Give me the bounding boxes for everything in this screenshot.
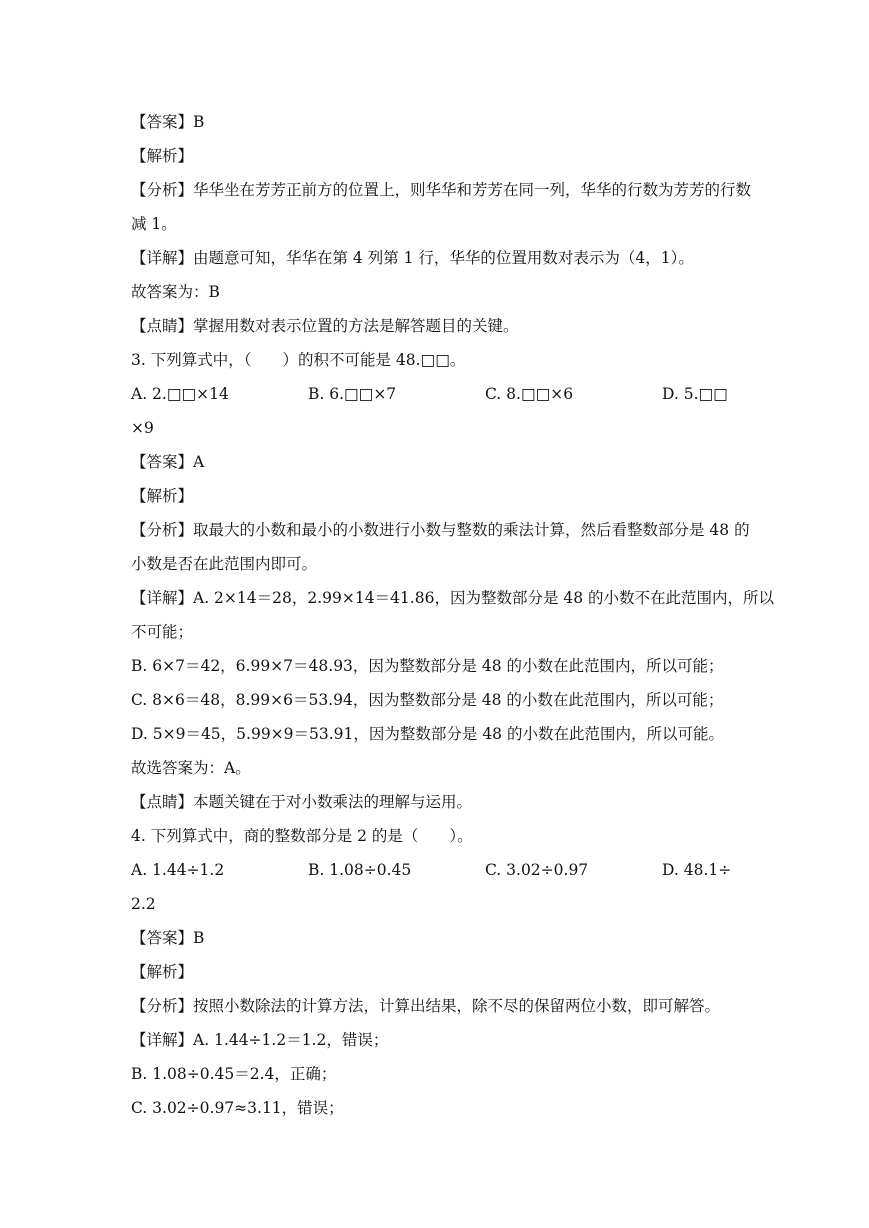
analysis-text: 【分析】按照小数除法的计算方法，计算出结果，除不尽的保留两位小数，即可解答。: [131, 997, 721, 1015]
analysis-heading: 【解析】: [131, 147, 194, 165]
option-d: D. 48.1÷: [662, 861, 732, 879]
detail-text: 【详解】A. 2×14＝28，2.99×14＝41.86，因为整数部分是 48 的小数不在此范围内，所以: [131, 589, 775, 607]
analysis-text: 【分析】华华坐在芳芳正前方的位置上，则华华和芳芳在同一列，华华的行数为芳芳的行数: [131, 181, 752, 199]
question-3-options: [131, 380, 741, 414]
option-a: A. 2.□□×14: [131, 385, 229, 403]
analysis-heading: 【解析】: [131, 487, 194, 505]
key-point-line: 【点睛】掌握用数对表示位置的方法是解答题目的关键。: [131, 317, 519, 335]
conclusion-line: 故选答案为：A。: [131, 759, 251, 777]
question-4-options: [131, 856, 741, 890]
detail-a: 【详解】A. 1.44÷1.2＝1.2，错误；: [131, 1031, 389, 1049]
analysis-heading: 【解析】: [131, 963, 194, 981]
detail-text-cont: 不可能；: [131, 623, 194, 641]
answer-line: 【答案】B: [131, 113, 205, 131]
option-d-wrap: ×9: [131, 419, 154, 437]
detail-text: 【详解】由题意可知，华华在第 4 列第 1 行，华华的位置用数对表示为（4，1）。: [131, 249, 694, 267]
analysis-text: 【分析】取最大的小数和最小的小数进行小数与整数的乘法计算，然后看整数部分是 48 的: [131, 521, 750, 539]
option-b: B. 6.□□×7: [308, 385, 397, 403]
answer-line: 【答案】B: [131, 929, 205, 947]
option-d-wrap: 2.2: [131, 895, 156, 913]
option-a: A. 1.44÷1.2: [131, 861, 225, 879]
answer-line: 【答案】A: [131, 453, 205, 471]
page-content: [131, 108, 775, 1128]
question-4-stem: 4. 下列算式中，商的整数部分是 2 的是（ ）。: [131, 827, 473, 845]
key-point-line: 【点睛】本题关键在于对小数乘法的理解与运用。: [131, 793, 473, 811]
conclusion-line: 故答案为：B: [131, 283, 220, 301]
detail-b: B. 6×7＝42，6.99×7＝48.93，因为整数部分是 48 的小数在此范围内，所以可能；: [131, 657, 724, 675]
detail-c: C. 3.02÷0.97≈3.11，错误；: [131, 1099, 344, 1117]
analysis-text-cont: 减 1。: [131, 215, 177, 233]
option-c: C. 3.02÷0.97: [485, 861, 589, 879]
option-c: C. 8.□□×6: [485, 385, 574, 403]
option-b: B. 1.08÷0.45: [308, 861, 412, 879]
detail-c: C. 8×6＝48，8.99×6＝53.94，因为整数部分是 48 的小数在此范围内，所以可能；: [131, 691, 724, 709]
detail-d: D. 5×9＝45，5.99×9＝53.91，因为整数部分是 48 的小数在此范围内，所以可能。: [131, 725, 724, 743]
analysis-text-cont: 小数是否在此范围内即可。: [131, 555, 318, 573]
detail-b: B. 1.08÷0.45＝2.4，正确；: [131, 1065, 337, 1083]
question-3-stem: 3. 下列算式中，（ ）的积不可能是 48.□□。: [131, 351, 466, 369]
option-d: D. 5.□□: [662, 385, 728, 403]
